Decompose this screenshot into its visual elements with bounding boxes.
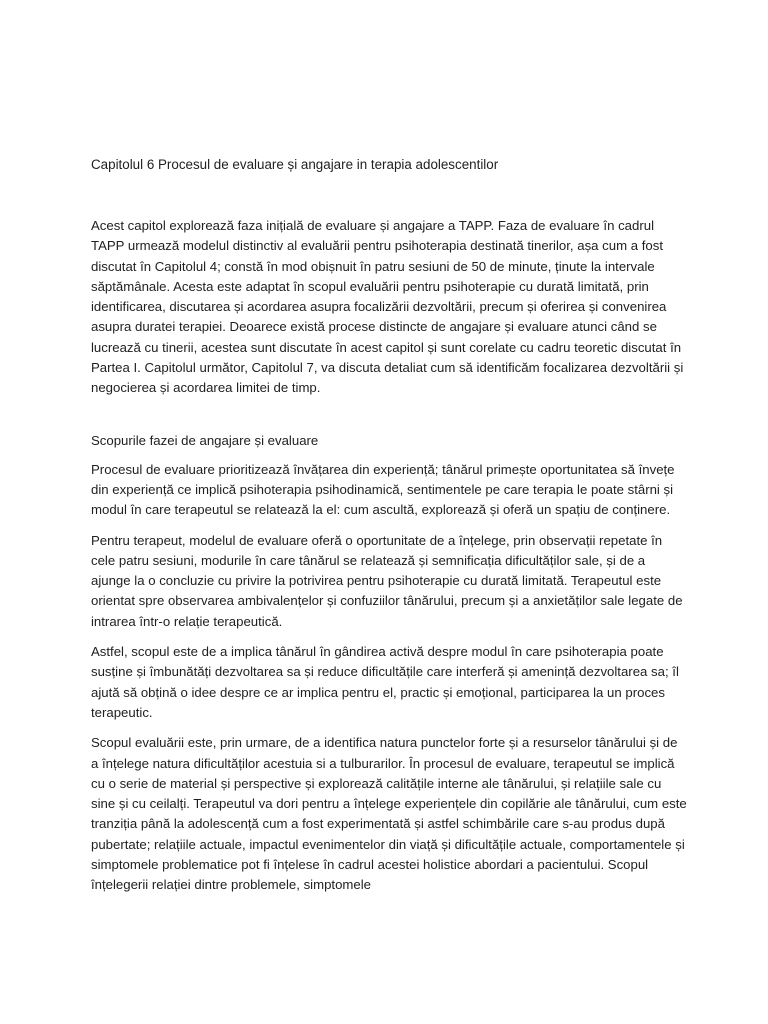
section-paragraph: Scopul evaluării este, prin urmare, de a identifica natura punctelor forte și a resurselor tânărului și de a înțelege natura dificultăților acestuia si a tulburarilor. În procesul de evaluare, terapeutul se implică cu o serie de material și perspective și explorează calitățile interne ale tânărului, și relațiile sale cu sine și cu ceilalți. Terapeutul va dori pentru a înțelege experiențele din copilărie ale tânărului, cum este tranziția până la adolescență cum a fost experimentată și astfel schimbările care s-au produs după pubertate; relațiile actuale, impactul evenimentelor din viață și dificultățile actuale, comportamentele și simptomele problematice pot fi înțelese în cadrul acestei holistice abordari a pacientului. Scopul înțelegerii relației dintre problemele, simptomele <box>91 735 687 893</box>
document-page <box>91 155 687 896</box>
section-body <box>91 460 687 896</box>
section-paragraph: Astfel, scopul este de a implica tânărul în gândirea activă despre modul în care psihoterapia poate susține și îmbunătăți dezvoltarea sa și reduce dificultățile care interferă și amenință dezvoltarea sa; îl ajută să obțină o idee despre ce ar implica pentru el, practic și emoțional, participarea la un proces terapeutic. <box>91 644 679 720</box>
chapter-title: Capitolul 6 Procesul de evaluare și angajare in terapia adolescentilor <box>91 157 499 172</box>
section-heading: Scopurile fazei de angajare și evaluare <box>91 432 319 448</box>
intro-paragraph: Acest capitol explorează faza inițială de evaluare și angajare a TAPP. Faza de evaluare în cadrul TAPP urmează modelul distinctiv al evaluării pentru psihoterapia destinată tinerilor, așa cum a fost discutat în Capitolul 4; constă în mod obișnuit în patru sesiuni de 50 de minute, ținute la intervale săptămânale. Acesta este adaptat în scopul evaluării pentru psihoterapie cu durată limitată, prin identificarea, discutarea și acordarea asupra focalizării dezvoltării, precum și oferirea și convenirea asupra duratei terapiei. Deoarece există procese distincte de angajare și evaluare atunci când se lucrează cu tinerii, acestea sunt discutate în acest capitol și sunt corelate cu cadru teoretic discutat în Partea I. Capitolul următor, Capitolul 7, va discuta detaliat cum să identificăm focalizarea dezvoltării și negocierea și acordarea limitei de timp. <box>91 218 684 396</box>
section-paragraph: Pentru terapeut, modelul de evaluare oferă o oportunitate de a înțelege, prin observații repetate în cele patru sesiuni, modurile în care tânărul se relatează și semnificația dificultăților sale, și de a ajunge la o concluzie cu privire la potrivirea pentru psihoterapie cu durată limitată. Terapeutul este orientat spre observarea ambivalențelor și confuziilor tânărului, precum și a anxietăților sale legate de intrarea într-o relație terapeutică. <box>91 532 683 629</box>
section-paragraph: Procesul de evaluare prioritizează învățarea din experiență; tânărul primește oportunitatea să învețe din experiență ce implică psihoterapia psihodinamică, sentimentele pe care terapia le poate stârni și modul în care terapeutul se relatează la el: cum ascultă, explorează și oferă un spațiu de conținere. <box>91 461 675 518</box>
